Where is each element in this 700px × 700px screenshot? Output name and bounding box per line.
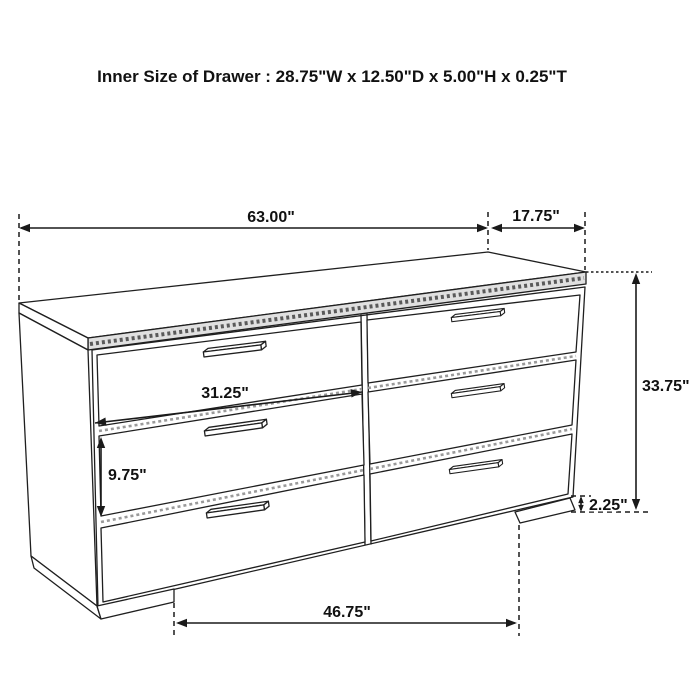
label-drawer-height: 9.75" [108,467,147,484]
label-leg-clearance: 46.75" [323,604,371,621]
label-overall-height: 33.75" [642,378,690,395]
label-drawer-width: 31.25" [201,385,249,402]
label-base-height: 2.25" [589,497,628,514]
label-top-width: 63.00" [247,209,295,226]
label-top-depth: 17.75" [512,208,560,225]
page-title: Inner Size of Drawer : 28.75"W x 12.50"D x 5.00"H x 0.25"T [97,67,567,86]
